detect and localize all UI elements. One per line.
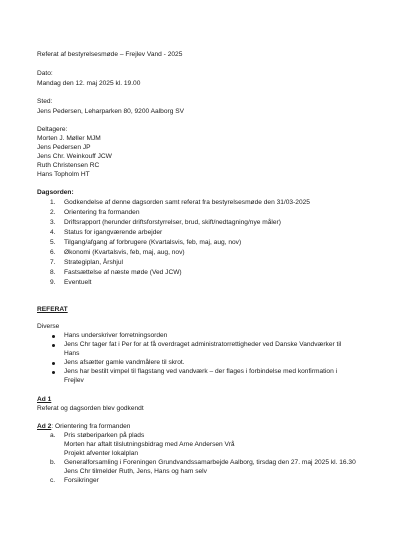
- dagsorden-item: Strategiplan, Årshjul: [64, 259, 124, 266]
- bullet-icon: [52, 344, 55, 347]
- dagsorden-item: Driftsrapport (herunder driftsforstyrrelser, brud, skift/nedtagning/nye måler): [64, 219, 281, 226]
- diverse-item: Hans underskriver forretningsorden: [64, 332, 168, 339]
- deltager-item: Jens Chr. Weinkouff JCW: [37, 153, 112, 160]
- ad2-item: Pris støberiparken på plads: [64, 432, 145, 439]
- dagsorden-item: Orientering fra formanden: [64, 209, 140, 216]
- dagsorden-number: 9.: [50, 279, 56, 286]
- ad2-letter: b.: [50, 459, 56, 466]
- dagsorden-number: 1.: [50, 199, 56, 206]
- document-title: Referat af bestyrelsesmøde – Frejlev Vand - 2025: [37, 51, 183, 58]
- dagsorden-number: 2.: [50, 209, 56, 216]
- dagsorden-item: Fastsættelse af næste møde (Ved JCW): [64, 269, 182, 276]
- dagsorden-item: Økonomi (Kvartalsvis, feb, maj, aug, nov): [64, 249, 185, 256]
- bullet-icon: [52, 335, 55, 338]
- dato-label: Dato:: [37, 70, 53, 77]
- dagsorden-item: Godkendelse af denne dagsorden samt referat fra bestyrelsesmøde den 31/03-2025: [64, 199, 310, 206]
- bullet-icon: [52, 362, 55, 365]
- ad2-heading-rest: : Orientering fra formanden: [51, 423, 131, 430]
- dagsorden-item: Tilgang/afgang af forbrugere (Kvartalsvis, feb, maj, aug, nov): [64, 239, 242, 246]
- deltager-item: Morten J. Møller MJM: [37, 135, 101, 142]
- bullet-icon: [52, 371, 55, 374]
- deltager-item: Ruth Christensen RC: [37, 162, 100, 169]
- deltager-item: Hans Topholm HT: [37, 171, 90, 178]
- ad2-letter: c.: [50, 477, 56, 484]
- ad2-heading-line: [37, 423, 130, 431]
- diverse-item-continuation: Frejlev: [64, 377, 84, 384]
- dagsorden-item: Eventuelt: [64, 279, 92, 286]
- ad2-item-continuation: Jens Chr tilmelder Ruth, Jens, Hans og ham selv: [64, 468, 207, 475]
- dagsorden-number: 6.: [50, 249, 56, 256]
- diverse-label: Diverse: [37, 323, 60, 330]
- ad1-heading: Ad 1: [37, 396, 52, 403]
- dagsorden-number: 5.: [50, 239, 56, 246]
- ad2-item: Generalforsamling i Foreningen Grundvandssamarbejde Aalborg, tirsdag den 27. maj 2025 kl. 16.30: [64, 459, 356, 466]
- ad2-heading: Ad 2: [37, 423, 52, 430]
- dagsorden-item: Status for igangværende arbejder: [64, 229, 163, 236]
- dagsorden-number: 8.: [50, 269, 56, 276]
- dagsorden-number: 3.: [50, 219, 56, 226]
- diverse-item: Jens Chr tager fat i Per for at få overdraget administratorrettigheder ved Danske Vandværker til: [64, 341, 342, 348]
- dagsorden-number: 7.: [50, 259, 56, 266]
- deltagere-label: Deltagere:: [37, 126, 68, 133]
- dagsorden-heading: Dagsorden:: [37, 189, 74, 196]
- ad2-item-continuation: Morten har aftalt tilslutningsbidrag med Arne Andersen Vrå: [64, 441, 235, 448]
- dato-value: Mandag den 12. maj 2025 kl. 19.00: [37, 80, 141, 87]
- dagsorden-number: 4.: [50, 229, 56, 236]
- diverse-item: Jens afsætter gamle vandmålere til skrot.: [64, 359, 185, 366]
- ad2-item-continuation: Projekt afventer lokalplan: [64, 450, 139, 457]
- ad2-letter: a.: [50, 432, 56, 439]
- sted-value: Jens Pedersen, Leharparken 80, 9200 Aalborg SV: [37, 108, 184, 115]
- sted-label: Sted:: [37, 98, 53, 105]
- ad2-item: Forsikringer: [64, 477, 99, 484]
- ad1-text: Referat og dagsorden blev godkendt: [37, 405, 144, 412]
- deltager-item: Jens Pedersen JP: [37, 144, 91, 151]
- diverse-item-continuation: Hans: [64, 350, 80, 357]
- diverse-item: Jens har bestilt vimpel til flagstang ved vandværk – der flages i forbindelse med konfirmation i: [64, 368, 338, 375]
- referat-heading: REFERAT: [37, 306, 68, 313]
